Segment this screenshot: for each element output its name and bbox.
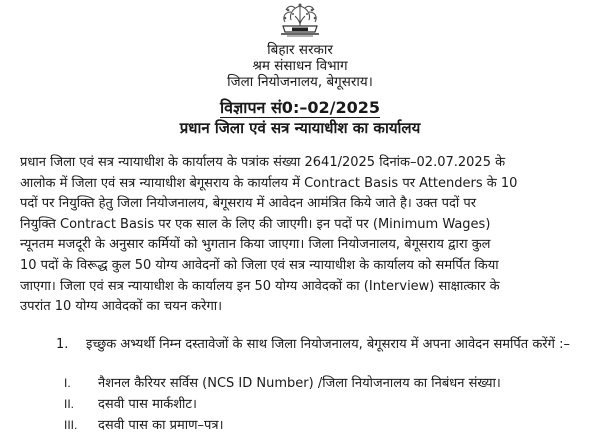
sub-list-item [64,416,224,435]
sub-list-item [64,374,501,393]
body-line: नियुक्ति Contract Basis पर एक साल के लिए की जाएगी। इन पदों पर (Minimum Wages) [20,216,491,232]
body-line: प्रधान जिला एवं सत्र न्यायाधीश के कार्यालय के पत्रांक संख्या 2641/2025 दिनांक–02.07.2025 के [20,155,506,170]
notice-body-paragraph [20,153,580,318]
bihar-government-emblem [271,2,329,42]
sub-list-item [64,395,197,414]
body-line: 10 पदों के विरूद्ध कुल 50 योग्य आवेदनों को जिला एवं सत्र न्यायाधीश के कार्यालय को समर्पित किया [20,257,499,273]
sub-list-numeral: III. [64,418,78,432]
issuing-office-title: प्रधान जिला एवं सत्र न्यायाधीश का कार्यालय [179,119,421,137]
list-item-number: 1. [56,337,69,352]
sub-list-text: दसवी पास मार्कशीट। [98,397,197,412]
body-line: उपरांत 10 योग्य आवेदकों का चयन करेगा। [20,299,223,315]
list-item-text: इच्छुक अभ्यर्थी निम्न दस्तावेजों के साथ जिला नियोजनालय, बेगूसराय में अपना आवेदन समर्पित करेंगें :– [86,337,570,352]
advertisement-number [0,98,600,118]
body-line: पदों पर नियुक्ति हेतु जिला नियोजनालय, बेगूसराय में आवेदन आमंत्रित किये जाते है। उक्त पदों पर [20,196,477,212]
sub-list-text: नैशनल कैरियर सर्विस (NCS ID Number) /जिला नियोजनालय का निबंधन संख्या। [98,376,501,391]
advertisement-number-text: विज्ञापन सं0:–02/2025 [220,98,380,117]
body-line: न्यूनतम मजदूरी के अनुसार कर्मियों को भुगतान किया जाएगा। जिला नियोजनालय, बेगूसराय द्वारा कुल [20,237,491,253]
sub-list-numeral: II. [64,397,75,411]
body-line: जाएगा। जिला एवं सत्र न्यायाधीश के कार्यालय इन 50 योग्य आवेदकों का (Interview) साक्षात्कार के [20,278,500,294]
body-line: आलोक में जिला एवं सत्र न्यायाधीश बेगूसराय के कार्यालय में Contract Basis पर Attenders के 10 [20,175,518,191]
header-government: बिहार सरकार [267,42,333,58]
sub-list-numeral: I. [64,376,71,390]
header-office: जिला नियोजनालय, बेगूसराय। [227,74,373,90]
header-department: श्रम संसाधन विभाग [252,58,348,74]
sub-list-text: दसवी पास का प्रमाण–पत्र। [98,418,224,433]
